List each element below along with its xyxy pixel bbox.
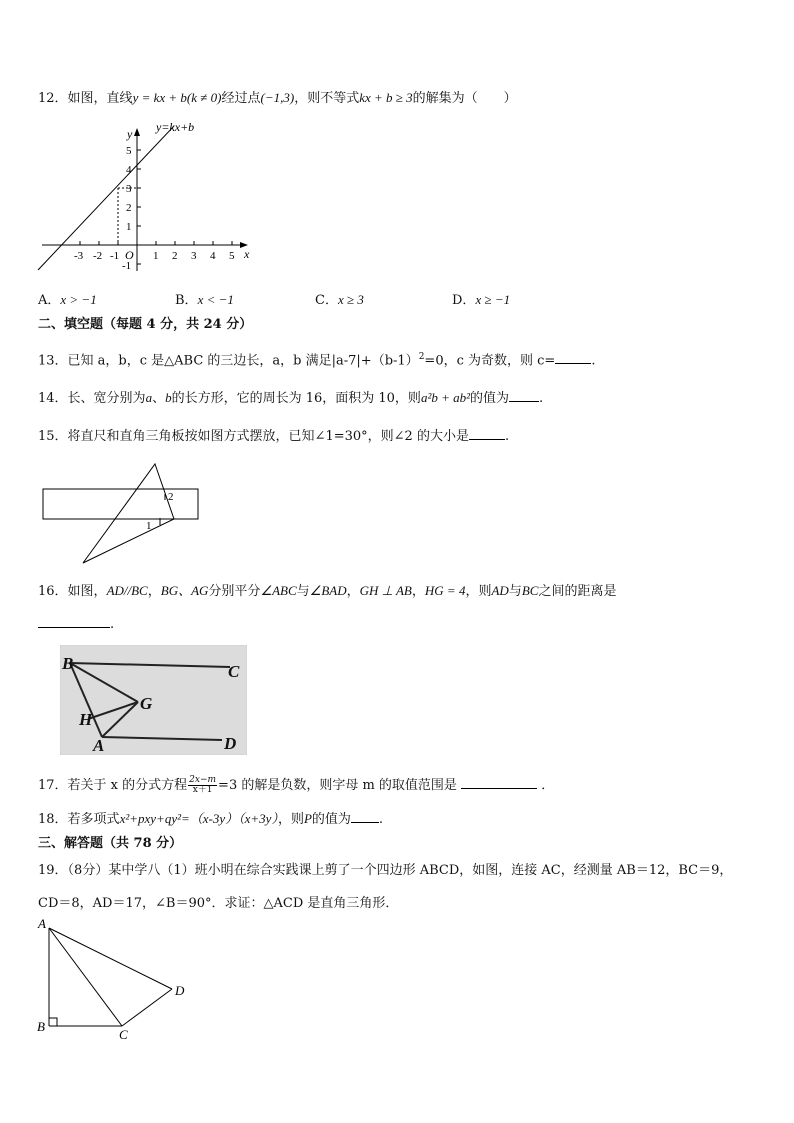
point-a-label: A bbox=[93, 736, 105, 755]
angle-1-label: 1 bbox=[146, 520, 152, 532]
q12-option-c: C．x ≥ 3 bbox=[315, 292, 364, 308]
q16-figure-photo bbox=[60, 645, 247, 755]
y-tick-label: 5 bbox=[126, 145, 132, 157]
y-tick-label: 3 bbox=[126, 183, 132, 195]
y-tick-label: 1 bbox=[126, 221, 132, 233]
point-a-label: A bbox=[38, 916, 46, 931]
q19-line-1: 19．（8分）某中学八（1）班小明在综合实践课上剪了一个四边形 ABCD，如图，连接 AC，经测量 AB＝12，BC＝9， bbox=[38, 863, 733, 878]
segment-cd bbox=[122, 989, 172, 1026]
set-square bbox=[83, 464, 174, 563]
q18-number: 18． bbox=[38, 812, 68, 827]
q15-number: 15． bbox=[38, 429, 68, 444]
q14-answer-blank[interactable] bbox=[509, 389, 539, 402]
q15-stem: 15．将直尺和直角三角板按如图方式摆放，已知∠1=30°，则∠2 的大小是 . bbox=[38, 429, 510, 444]
x-tick-label: 3 bbox=[191, 250, 197, 262]
q16-number: 16． bbox=[38, 584, 68, 599]
segment-ac bbox=[49, 928, 122, 1026]
y-tick-label: 4 bbox=[126, 164, 132, 176]
right-angle-mark bbox=[49, 1018, 57, 1026]
q19-figure bbox=[32, 915, 197, 1045]
q18-expression: x²+pxy+qy²=（x-3y）（x+3y） bbox=[119, 811, 278, 826]
origin-label: O bbox=[125, 248, 134, 262]
y-axis-label: y bbox=[127, 127, 133, 141]
x-tick-label: 4 bbox=[210, 250, 216, 262]
x-tick-label: 1 bbox=[153, 250, 159, 262]
q12-inequality: kx + b ≥ 3 bbox=[359, 90, 413, 105]
point-d-label: D bbox=[175, 983, 185, 998]
q17-stem: 17．若关于 x 的分式方程 $\frac{2x-m}{x+1}$ =3 的解是负数，则字母 m 的取值范围是 ． bbox=[38, 775, 555, 795]
q12-graph bbox=[34, 116, 259, 276]
q17-number: 17． bbox=[38, 778, 68, 793]
q18-answer-blank[interactable] bbox=[351, 810, 379, 823]
x-axis-label: x bbox=[244, 247, 250, 261]
q14-number: 14． bbox=[38, 391, 68, 406]
q12-stem: 12．如图，直线y = kx + b(k ≠ 0)经过点(−1,3)，则不等式kx + b ≥ 3的解集为（ ） bbox=[38, 90, 517, 106]
x-tick-label: -3 bbox=[74, 250, 84, 262]
angle-2-label: 2 bbox=[168, 491, 174, 503]
section-heading-fill-in: 二、填空题（每题 4 分，共 24 分） bbox=[38, 317, 253, 332]
point-b-label: B bbox=[37, 1019, 45, 1034]
q12-option-d: D．x ≥ −1 bbox=[452, 292, 511, 308]
q15-answer-blank[interactable] bbox=[469, 427, 505, 440]
q19-line-2: CD＝8，AD＝17，∠B＝90°．求证：△ACD 是直角三角形． bbox=[38, 896, 399, 911]
q17-answer-blank[interactable] bbox=[461, 776, 537, 789]
q16-stem: 16．如图，AD//BC，BG、AG分别平分∠ABC与∠BAD，GH ⊥ AB，HG = 4，则AD与BC之间的距离是 bbox=[38, 583, 617, 599]
q19-number: 19． bbox=[38, 863, 68, 878]
y-tick-label: 2 bbox=[126, 202, 132, 214]
point-c-label: C bbox=[119, 1027, 128, 1042]
q12-number: 12． bbox=[38, 91, 68, 106]
x-tick-label: -1 bbox=[110, 250, 120, 262]
q16-answer-blank[interactable] bbox=[38, 615, 110, 628]
q14-expression: a²b + ab² bbox=[420, 390, 471, 405]
q12-option-b: B．x < −1 bbox=[175, 292, 234, 308]
q15-figure bbox=[38, 462, 203, 568]
ruler bbox=[43, 489, 198, 519]
q14-stem: 14．长、宽分别为a、b的长方形，它的周长为 16，面积为 10，则a²b + ab²的值为 . bbox=[38, 390, 544, 406]
point-h-label: H bbox=[79, 710, 93, 729]
q16-answer-line: . bbox=[38, 615, 114, 634]
q13-stem: 13．已知 a，b，c 是△ABC 的三边长，a，b 满足$|a-7|+(b-1)^2=0$，c 为奇数，则 c= . bbox=[38, 352, 596, 369]
line-label: y=kx+b bbox=[156, 120, 195, 134]
point-b-label: B bbox=[62, 654, 74, 673]
x-tick-label: 5 bbox=[229, 250, 235, 262]
point-d-label: D bbox=[224, 734, 237, 753]
x-tick-label: -2 bbox=[93, 250, 103, 262]
point-g-label: G bbox=[140, 694, 153, 713]
q17-fraction: $\frac{2x-m}{x+1}$ bbox=[189, 775, 217, 795]
q12-point: (−1,3) bbox=[260, 90, 295, 105]
q12-equation: y = kx + b(k ≠ 0) bbox=[132, 90, 222, 105]
y-axis-arrow bbox=[134, 128, 140, 136]
q13-answer-blank[interactable] bbox=[555, 351, 591, 364]
line-y-kx-b bbox=[38, 126, 174, 270]
q12-option-a: A．x > −1 bbox=[38, 292, 97, 308]
x-tick-label: 2 bbox=[172, 250, 178, 262]
segment-ad bbox=[49, 928, 172, 989]
point-c-label: C bbox=[228, 662, 240, 681]
section-heading-solutions: 三、解答题（共 78 分） bbox=[38, 836, 183, 851]
y-tick-label: -1 bbox=[122, 260, 132, 272]
q13-number: 13． bbox=[38, 353, 68, 369]
q18-stem: 18．若多项式x²+pxy+qy²=（x-3y）（x+3y），则P的值为 . bbox=[38, 811, 384, 827]
